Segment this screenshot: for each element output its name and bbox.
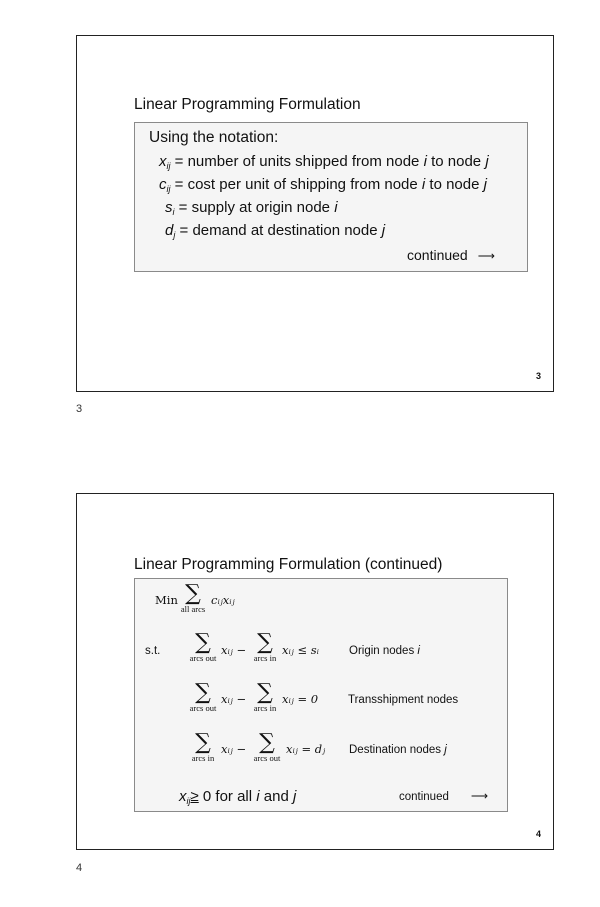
continued-label: continued ⟶ — [399, 789, 489, 803]
definition-c: $c_{ij} = \cos t$ per unit of shipping from node i to node j — [159, 176, 487, 194]
page-number: 4 — [76, 862, 83, 874]
definition-x: $x_{ij}$ = number of units shipped from node i to node j — [159, 153, 489, 171]
constraint-2-sum-in: ∑ arcs in — [253, 680, 277, 713]
constraint-1-term-1: xᵢⱼ − — [221, 643, 247, 657]
constraint-3-term-1: xᵢⱼ − — [221, 742, 247, 756]
definition-s: $s_i$ = supply at origin node i — [165, 199, 338, 217]
slide-title: Linear Programming Formulation (continued) — [134, 556, 443, 573]
objective-label: Min — [155, 593, 178, 607]
notation-intro: Using the notation: — [149, 129, 279, 146]
constraint-2-term-2: xᵢⱼ = 0 — [282, 692, 319, 706]
constraint-3-sum-in: ∑ arcs in — [191, 730, 215, 763]
constraint-1-term-2: xᵢⱼ ≤ sᵢ — [282, 643, 319, 657]
subject-to-label: s.t. — [145, 645, 161, 657]
slide-3 — [76, 35, 554, 392]
objective-sum: ∑ all arcs — [180, 581, 206, 614]
objective-term: cᵢⱼxᵢⱼ — [211, 593, 235, 607]
constraint-1-label: Origin nodes i — [349, 645, 420, 657]
slide-title: Linear Programming Formulation — [134, 96, 361, 113]
page-number: 3 — [76, 403, 83, 415]
constraint-3-label: Destination nodes j — [349, 744, 447, 756]
arrow-right-icon: ⟶ — [470, 789, 489, 803]
constraint-2-label: Transshipment nodes — [348, 694, 459, 706]
slide-4 — [76, 493, 554, 850]
continued-label: continued ⟶ — [407, 247, 495, 263]
constraint-1-sum-in: ∑ arcs in — [253, 630, 277, 663]
notation-box — [134, 122, 528, 272]
constraint-2-term-1: xᵢⱼ − — [221, 692, 247, 706]
definition-d: $d_j$ = demand at destination node j — [165, 222, 386, 240]
constraint-1-sum-out: ∑ arcs out — [189, 630, 217, 663]
constraint-3-sum-out: ∑ arcs out — [253, 730, 281, 763]
formulation-box — [134, 578, 508, 812]
slide-number: 3 — [535, 371, 541, 381]
constraint-2-sum-out: ∑ arcs out — [189, 680, 217, 713]
slide-number: 4 — [535, 829, 541, 839]
nonnegativity-constraint: $x_{ij}\ge 0$ for all i and j — [179, 788, 297, 806]
arrow-right-icon: ⟶ — [477, 249, 495, 263]
constraint-3-term-2: xᵢⱼ = dⱼ — [286, 742, 326, 756]
